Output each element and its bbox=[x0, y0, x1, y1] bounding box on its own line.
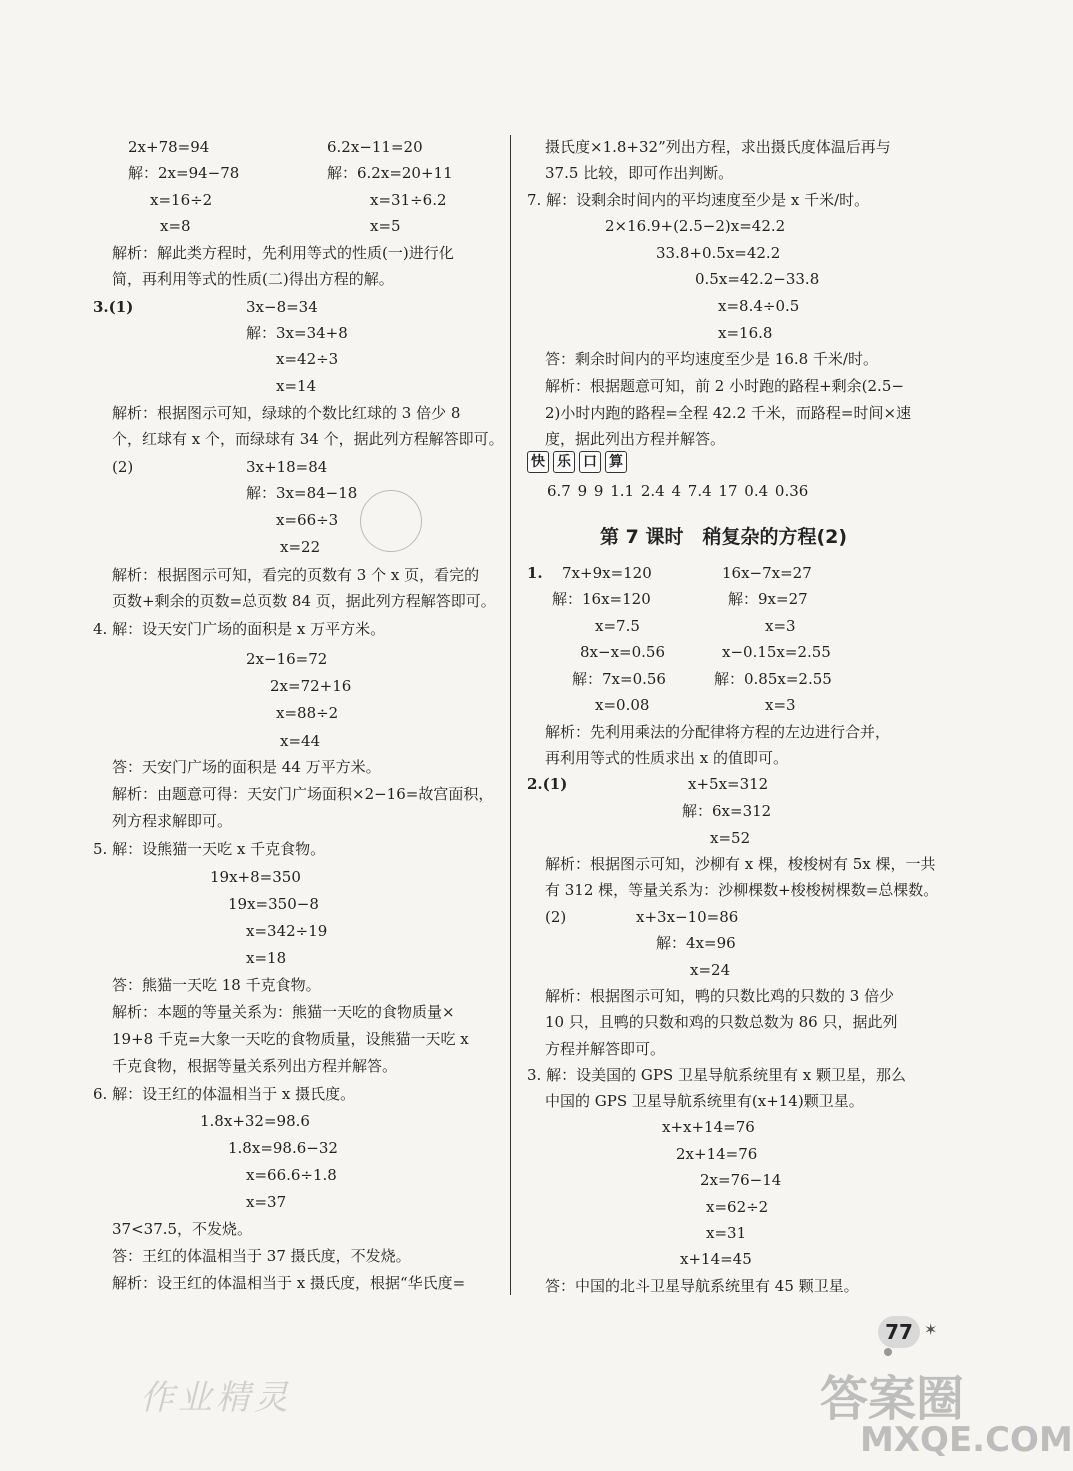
equation-line: x=7.5 bbox=[595, 617, 640, 635]
watermark-url: MXQE.COM bbox=[860, 1420, 1073, 1460]
page-number: 77 bbox=[878, 1316, 920, 1348]
equation-line: 解：6.2x=20+11 bbox=[327, 164, 453, 182]
kl-char: 口 bbox=[579, 451, 601, 473]
equation-line: 解：7x=0.56 bbox=[572, 670, 666, 688]
equation-line: 解：0.85x=2.55 bbox=[714, 670, 832, 688]
equation-line: x=0.08 bbox=[595, 696, 650, 714]
analysis-text: 解析：根据图示可知，沙柳有 x 棵，梭梭树有 5x 棵，一共 bbox=[545, 855, 936, 873]
equation-line: 3x−8=34 bbox=[246, 298, 318, 316]
equation-line: x=62÷2 bbox=[706, 1198, 769, 1216]
equation-line: x=16.8 bbox=[718, 324, 773, 342]
analysis-text: 简，再利用等式的性质(二)得出方程的解。 bbox=[112, 270, 394, 288]
equation-line: 33.8+0.5x=42.2 bbox=[656, 244, 781, 262]
equation-line: 16x−7x=27 bbox=[722, 564, 812, 582]
analysis-text: 37.5 比较，即可作出判断。 bbox=[545, 164, 734, 182]
answer-text: 答：中国的北斗卫星导航系统里有 45 颗卫星。 bbox=[545, 1277, 859, 1295]
lesson-title: 第 7 课时 稍复杂的方程(2) bbox=[600, 526, 848, 548]
equation-line: x=22 bbox=[280, 538, 321, 556]
equation-line: 解：6x=312 bbox=[682, 802, 772, 820]
equation-line: x=24 bbox=[690, 961, 731, 979]
equation-line: 3x+18=84 bbox=[246, 458, 328, 476]
analysis-text: 度，据此列出方程并解答。 bbox=[545, 430, 726, 448]
analysis-text: 10 只，且鸭的只数和鸡的只数总数为 86 只，据此列 bbox=[545, 1013, 898, 1031]
question-text: 4. 解：设天安门广场的面积是 x 万平方米。 bbox=[93, 620, 386, 638]
question-number: (2) bbox=[545, 908, 567, 926]
analysis-text: 解析：解此类方程时，先利用等式的性质(一)进行化 bbox=[112, 244, 454, 262]
analysis-text: 2)小时内跑的路程=全程 42.2 千米，而路程=时间×速 bbox=[545, 404, 912, 422]
equation-line: 19x+8=350 bbox=[210, 868, 301, 886]
kl-char: 乐 bbox=[553, 451, 575, 473]
equation-line: x=342÷19 bbox=[246, 922, 328, 940]
equation-line: x=14 bbox=[276, 377, 317, 395]
question-number: (2) bbox=[112, 458, 134, 476]
mental-math-answers: 6.7 9 9 1.1 2.4 4 7.4 17 0.4 0.36 bbox=[547, 482, 809, 500]
answer-text: 答：天安门广场的面积是 44 万平方米。 bbox=[112, 758, 381, 776]
star-icon: ✶ bbox=[924, 1320, 938, 1339]
analysis-text: 解析：先利用乘法的分配律将方程的左边进行合并， bbox=[545, 723, 891, 741]
equation-line: 2x=72+16 bbox=[270, 677, 352, 695]
kl-char: 算 bbox=[605, 451, 627, 473]
equation-line: 解：16x=120 bbox=[552, 590, 651, 608]
question-text: 5. 解：设熊猫一天吃 x 千克食物。 bbox=[93, 840, 326, 858]
analysis-text: 页数+剩余的页数=总页数 84 页，据此列方程解答即可。 bbox=[112, 592, 496, 610]
question-text: 3. 解：设美国的 GPS 卫星导航系统里有 x 颗卫星，那么 bbox=[527, 1066, 906, 1084]
equation-line: x=42÷3 bbox=[276, 350, 339, 368]
equation-line: 8x−x=0.56 bbox=[580, 643, 665, 661]
equation-line: x+5x=312 bbox=[688, 775, 769, 793]
answer-text: 答：王红的体温相当于 37 摄氏度，不发烧。 bbox=[112, 1247, 411, 1265]
analysis-text: 个，红球有 x 个，而绿球有 34 个，据此列方程解答即可。 bbox=[112, 430, 504, 448]
equation-line: x=52 bbox=[710, 829, 751, 847]
equation-line: x+x+14=76 bbox=[662, 1118, 755, 1136]
analysis-text: 解析：根据题意可知，前 2 小时跑的路程+剩余(2.5− bbox=[545, 377, 904, 395]
mental-math-label bbox=[527, 451, 627, 473]
answer-text: 答：熊猫一天吃 18 千克食物。 bbox=[112, 976, 321, 994]
equation-line: 解：4x=96 bbox=[656, 934, 736, 952]
equation-line: x=18 bbox=[246, 949, 287, 967]
equation-line: 2x−16=72 bbox=[246, 650, 328, 668]
analysis-text: 千克食物，根据等量关系列出方程并解答。 bbox=[112, 1057, 398, 1075]
equation-line: 2×16.9+(2.5−2)x=42.2 bbox=[605, 217, 786, 235]
question-text: 7. 解：设剩余时间内的平均速度至少是 x 千米/时。 bbox=[527, 191, 870, 209]
watermark-stamp bbox=[360, 490, 422, 552]
equation-line: 19x=350−8 bbox=[228, 895, 319, 913]
equation-line: x=31÷6.2 bbox=[370, 191, 447, 209]
equation-line: 2x+78=94 bbox=[128, 138, 210, 156]
equation-line: x=8.4÷0.5 bbox=[718, 297, 800, 315]
equation-line: x=88÷2 bbox=[276, 704, 339, 722]
analysis-text: 解析：本题的等量关系为：熊猫一天吃的食物质量× bbox=[112, 1003, 455, 1021]
analysis-text: 再利用等式的性质求出 x 的值即可。 bbox=[545, 749, 788, 767]
kl-char: 快 bbox=[527, 451, 549, 473]
equation-line: x+3x−10=86 bbox=[636, 908, 739, 926]
equation-line: x=3 bbox=[765, 617, 796, 635]
equation-line: x=44 bbox=[280, 732, 321, 750]
watermark-right: 答案圈 bbox=[820, 1371, 965, 1427]
equation-line: 2x+14=76 bbox=[676, 1145, 758, 1163]
analysis-text: 解析：根据图示可知，鸭的只数比鸡的只数的 3 倍少 bbox=[545, 987, 895, 1005]
comparison-text: 37<37.5，不发烧。 bbox=[112, 1220, 253, 1238]
analysis-text: 列方程求解即可。 bbox=[112, 812, 233, 830]
analysis-text: 解析：根据图示可知，绿球的个数比红球的 3 倍少 8 bbox=[112, 404, 461, 422]
equation-line: 7x+9x=120 bbox=[562, 564, 652, 582]
question-number: 2.(1) bbox=[527, 775, 568, 793]
analysis-text: 方程并解答即可。 bbox=[545, 1040, 666, 1058]
equation-line: x=16÷2 bbox=[150, 191, 213, 209]
equation-line: 1.8x+32=98.6 bbox=[200, 1112, 310, 1130]
equation-line: x=3 bbox=[765, 696, 796, 714]
question-number: 1. bbox=[527, 564, 543, 582]
equation-line: x=66.6÷1.8 bbox=[246, 1166, 337, 1184]
equation-line: 解：9x=27 bbox=[728, 590, 808, 608]
equation-line: x=37 bbox=[246, 1193, 287, 1211]
question-text: 中国的 GPS 卫星导航系统里有(x+14)颗卫星。 bbox=[545, 1092, 864, 1110]
column-divider bbox=[510, 135, 511, 1295]
equation-line: 2x=76−14 bbox=[700, 1171, 782, 1189]
equation-line: 解：3x=84−18 bbox=[246, 484, 358, 502]
analysis-text: 解析：设王红的体温相当于 x 摄氏度，根据“华氏度= bbox=[112, 1274, 466, 1292]
question-number: 3.(1) bbox=[93, 298, 134, 316]
analysis-text: 摄氏度×1.8+32”列出方程，求出摄氏度体温后再与 bbox=[545, 138, 891, 156]
equation-line: x−0.15x=2.55 bbox=[722, 643, 831, 661]
dot-icon bbox=[884, 1348, 892, 1356]
equation-line: 1.8x=98.6−32 bbox=[228, 1139, 338, 1157]
equation-line: 解：3x=34+8 bbox=[246, 324, 348, 342]
equation-line: x+14=45 bbox=[680, 1250, 752, 1268]
analysis-text: 解析：根据图示可知，看完的页数有 3 个 x 页，看完的 bbox=[112, 566, 480, 584]
analysis-text: 解析：由题意可得：天安门广场面积×2−16=故宫面积， bbox=[112, 785, 494, 803]
equation-line: 解：2x=94−78 bbox=[128, 164, 240, 182]
equation-line: x=31 bbox=[706, 1224, 747, 1242]
watermark-left: 作业精灵 bbox=[140, 1378, 292, 1418]
equation-line: x=8 bbox=[160, 217, 191, 235]
question-text: 6. 解：设王红的体温相当于 x 摄氏度。 bbox=[93, 1085, 356, 1103]
equation-line: 6.2x−11=20 bbox=[327, 138, 423, 156]
analysis-text: 19+8 千克=大象一天吃的食物质量，设熊猫一天吃 x bbox=[112, 1030, 469, 1048]
equation-line: 0.5x=42.2−33.8 bbox=[695, 270, 820, 288]
equation-line: x=66÷3 bbox=[276, 511, 339, 529]
answer-text: 答：剩余时间内的平均速度至少是 16.8 千米/时。 bbox=[545, 350, 878, 368]
equation-line: x=5 bbox=[370, 217, 401, 235]
analysis-text: 有 312 棵，等量关系为：沙柳棵数+梭梭树棵数=总棵数。 bbox=[545, 881, 939, 899]
